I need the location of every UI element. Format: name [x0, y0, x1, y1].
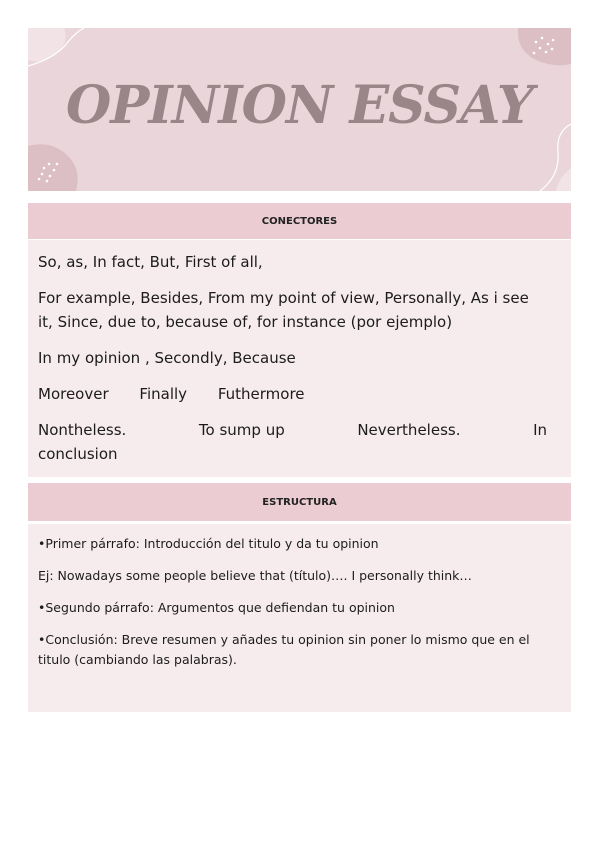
conectores-line-2: For example, Besides, From my point of view, Personally, As i see it, Since, due to, because of, for instance (por ejemplo): [38, 289, 529, 331]
estructura-item-2: Ej: Nowadays some people believe that (título)…. I personally think…: [38, 568, 472, 583]
blob-bottom-right: [556, 168, 571, 191]
conectores-line-3: In my opinion , Secondly, Because: [38, 349, 296, 367]
blob-top-left: [28, 28, 66, 61]
connector-nontheless: Nontheless.: [38, 421, 127, 439]
estructura-item-4: •Conclusión: Breve resumen y añades tu opinion sin poner lo mismo que en el titulo (cambiando las palabras).: [38, 632, 530, 667]
blob-bottom-left: [28, 144, 78, 191]
connector-moreover: Moreover: [38, 385, 109, 403]
connector-nevertheless: Nevertheless.: [357, 421, 461, 439]
conectores-body: [28, 240, 571, 477]
conectores-line-1: So, as, In fact, But, First of all,: [38, 253, 263, 271]
estructura-item-1: •Primer párrafo: Introducción del titulo y da tu opinion: [38, 536, 379, 551]
estructura-body: [28, 524, 571, 712]
conectores-header: CONECTORES: [28, 203, 571, 239]
connector-to-sump-up: To sump up: [198, 421, 285, 439]
blob-top-right: [518, 28, 571, 65]
estructura-item-3: •Segundo párrafo: Argumentos que defiendan tu opinion: [38, 600, 395, 615]
connector-in: In: [533, 421, 547, 439]
estructura-header: ESTRUCTURA: [28, 483, 571, 521]
page-title: OPINION ESSAY: [66, 75, 533, 136]
connector-futhermore: Futhermore: [217, 385, 305, 403]
connector-conclusion: conclusion: [38, 445, 118, 463]
title-banner: [28, 28, 571, 191]
conectores-line-4: [38, 382, 547, 406]
conectores-line-5: [38, 418, 547, 466]
connector-finally: Finally: [139, 385, 188, 403]
